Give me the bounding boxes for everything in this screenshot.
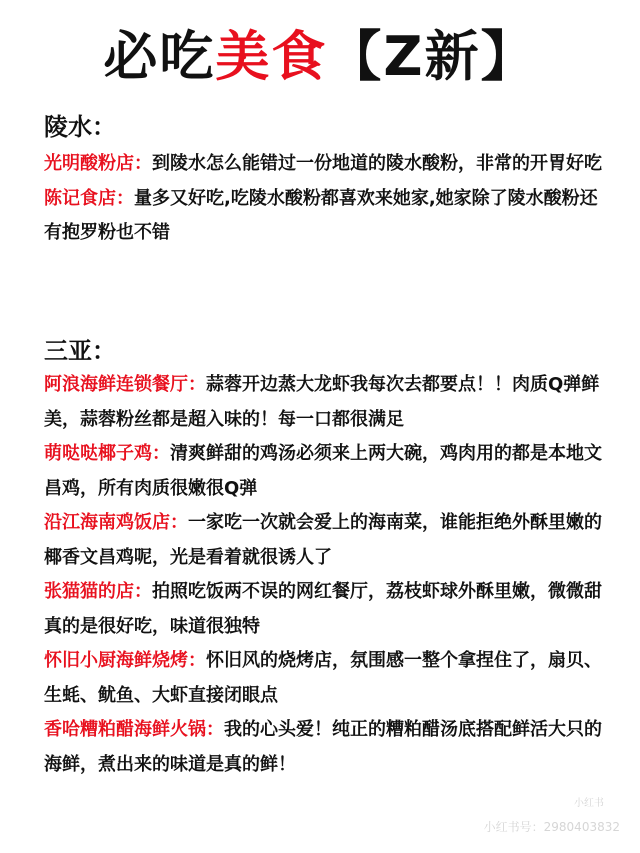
shop-name: 沿江海南鸡饭店：	[44, 512, 188, 533]
page-title	[0, 22, 640, 92]
section-heading-lingshui: 陵水：	[44, 113, 116, 141]
section-sanya-entries	[44, 368, 610, 782]
watermark-logo: 小红书	[574, 798, 604, 809]
list-item	[44, 147, 610, 182]
shop-name: 阿浪海鲜连锁餐厅：	[44, 374, 206, 395]
shop-description: 拍照吃饭两不误的网红餐厅，荔枝虾球外酥里嫩，微微甜真的是很好吃，味道很独特	[44, 581, 602, 637]
shop-description: 清爽鲜甜的鸡汤必须来上两大碗，鸡肉用的都是本地文昌鸡，所有肉质很嫩很Q弹	[44, 443, 602, 499]
title-suffix: 【Z新】	[327, 25, 537, 88]
list-item	[44, 575, 610, 644]
shop-description: 蒜蓉开边蒸大龙虾我每次去都要点！！肉质Q弹鲜美，蒜蓉粉丝都是超入味的！每一口都很满足	[44, 374, 600, 430]
section-lingshui-entries	[44, 147, 610, 251]
list-item	[44, 713, 610, 782]
list-item	[44, 368, 610, 437]
shop-description: 一家吃一次就会爱上的海南菜，谁能拒绝外酥里嫩的椰香文昌鸡呢，光是看着就很诱人了	[44, 512, 602, 568]
shop-description: 我的心头爱！纯正的糟粕醋汤底搭配鲜活大只的海鲜，煮出来的味道是真的鲜！	[44, 719, 602, 775]
shop-name: 张猫猫的店：	[44, 581, 152, 602]
list-item	[44, 644, 610, 713]
shop-description: 量多又好吃,吃陵水酸粉都喜欢来她家,她家除了陵水酸粉还有抱罗粉也不错	[44, 187, 598, 243]
shop-description: 到陵水怎么能错过一份地道的陵水酸粉，非常的开胃好吃	[152, 153, 602, 174]
shop-name: 萌哒哒椰子鸡：	[44, 443, 170, 464]
section-heading-sanya: 三亚：	[44, 337, 116, 365]
title-highlight: 美食	[215, 25, 328, 88]
shop-description: 怀旧风的烧烤店，氛围感一整个拿捏住了，扇贝、生蚝、鱿鱼、大虾直接闭眼点	[44, 650, 602, 706]
shop-name: 陈记食店：	[44, 187, 134, 209]
list-item	[44, 506, 610, 575]
shop-name: 光明酸粉店：	[44, 153, 152, 174]
watermark-id: 小红书号：2980403832	[483, 820, 620, 834]
list-item	[44, 437, 610, 506]
list-item	[44, 182, 610, 251]
shop-name: 香哈糟粕醋海鲜火锅：	[44, 719, 224, 740]
title-prefix: 必吃	[103, 25, 216, 88]
shop-name: 怀旧小厨海鲜烧烤：	[44, 650, 206, 671]
